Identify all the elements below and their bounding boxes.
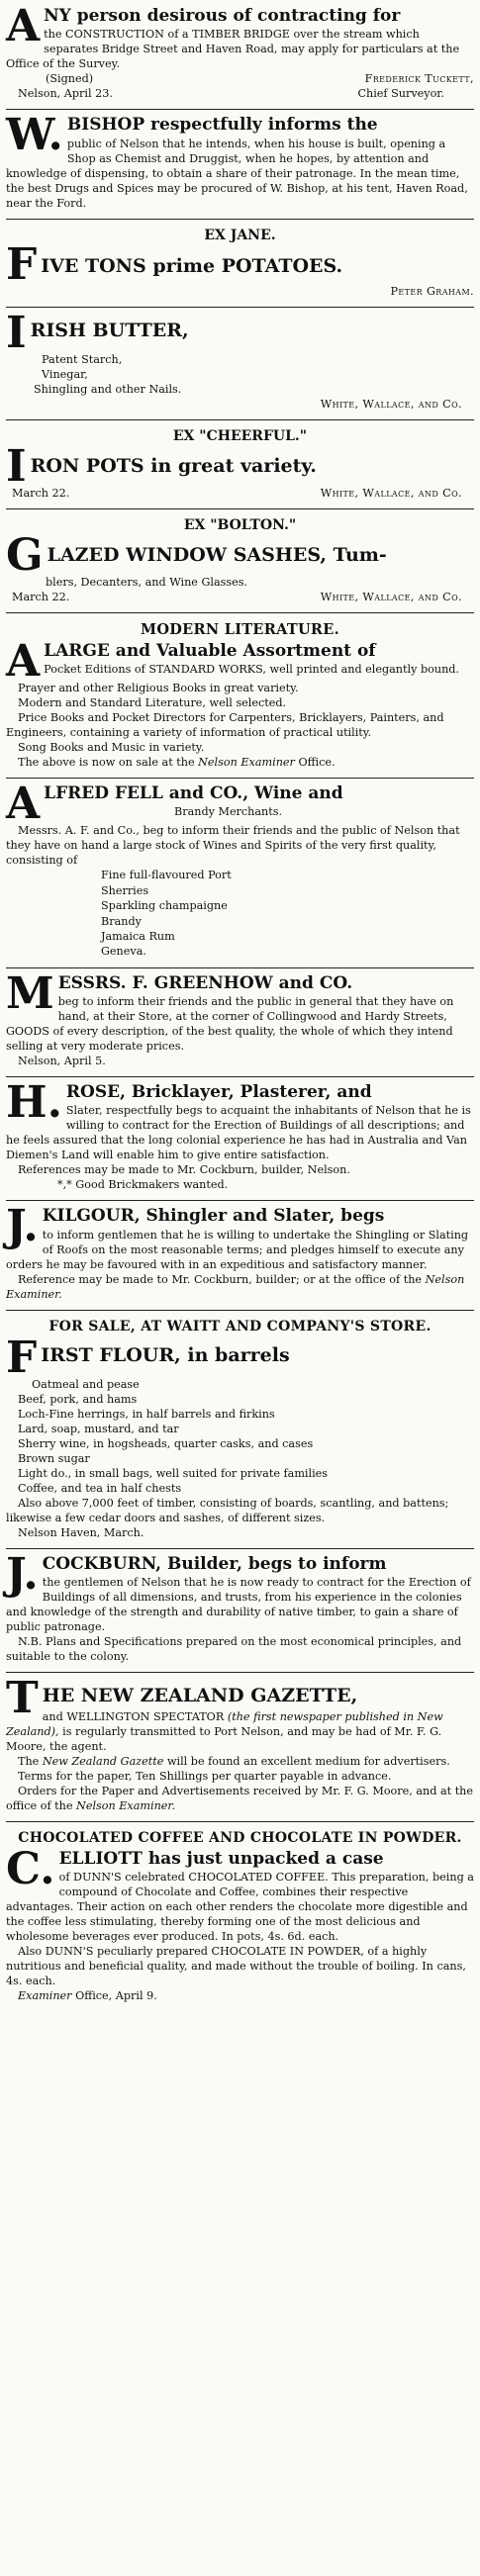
divider (6, 1310, 474, 1311)
list-item: Brown sugar (18, 1451, 90, 1465)
drop-cap: W. (6, 110, 63, 161)
text: will be found an excellent medium for advertisers. (166, 1754, 450, 1768)
place-row (6, 86, 474, 101)
text: Orders for the Paper and Advertisements received by Mr. F. G. Moore, and at the office of the (6, 1784, 474, 1812)
greenhow-advert (6, 967, 474, 1072)
list-item: Sparkling champaigne (101, 899, 228, 913)
advert-lead: IRST FLOUR, in barrels (41, 1343, 290, 1366)
advert-lead: KILGOUR, Shingler and Slater, begs (42, 1206, 385, 1227)
paper-name: Examiner (18, 1988, 72, 2002)
advert-lead: IVE TONS prime POTATOES. (41, 255, 343, 278)
advert-date: March 22. (12, 487, 70, 500)
paragraph: Terms for the paper, Ten Shillings per quarter payable in advance. (18, 1769, 392, 1783)
list-item: Loch-Fine herrings, in half barrels and firkins (18, 1407, 275, 1421)
list-item: Lard, soap, mustard, and tar (18, 1422, 179, 1435)
butter-advert (6, 308, 474, 415)
drop-cap: A (6, 1, 41, 51)
advert-body: to inform gentlemen that he is willing to undertake the Shingling or Slating of Roofs on the most reasonable terms; and pledges himself to execute any orders he may be favoured with in an expeditious and satisfactory manner. (6, 1228, 469, 1271)
list-item: Sherry wine, in hogsheads, quarter casks, and cases (18, 1436, 314, 1450)
bridge-advert (6, 1, 474, 105)
advert-body: public of Nelson that he intends, when his house is built, opening a Shop as Chemist and Druggist, when he hopes, by attention and knowledge of dispensing, to obtain a share of their patronage. In the mean time, the best Drugs and Spices may be procured of W. Bishop, at his tent, Haven Road, near the Ford. (6, 137, 468, 210)
drop-cap: H. (6, 1077, 62, 1129)
signature-row (6, 71, 474, 86)
drop-cap: J. (6, 1548, 39, 1600)
ship-heading: EX "CHEERFUL." (172, 428, 308, 445)
drop-cap: I (6, 441, 27, 492)
divider (6, 967, 474, 968)
advert-body: Slater, respectfully begs to acquaint the inhabitants of Nelson that he is willing to contract for the Erection of Buildings of all descriptions; and he feels assured that the long colonial experience he has had in Australia and Van Diemen's Land will enable him to give entire satisfaction. (6, 1104, 471, 1162)
item-list (6, 352, 474, 397)
list-item: Shingling and other Nails. (34, 383, 182, 397)
drop-cap: A (6, 779, 41, 830)
date-row (6, 486, 474, 501)
divider (6, 307, 474, 308)
drop-cap: F (6, 1332, 38, 1383)
advert-body: beg to inform their friends and the public in general that they have on hand, at their Store, at the corner of Collingwood and Hardy Streets, GOODS of every description, of the best quality, the whole of which they intend selling at very moderate prices. (6, 995, 454, 1054)
reference-line (6, 1272, 474, 1302)
paragraph: Song Books and Music in variety. (18, 741, 205, 755)
drop-cap: M (6, 967, 54, 1019)
divider (6, 1200, 474, 1201)
text: is regularly transmitted to Port Nelson, and may be had of Mr. F. G. Moore, the agent. (6, 1724, 442, 1753)
advert-body: Messrs. A. F. and Co., beg to inform their friends and the public of Nelson that they have on hand a large stock of Wines and Spirits of the very first quality, consisting of (6, 824, 460, 868)
drop-cap: A (6, 636, 41, 688)
signer-name: White, Wallace, and Co. (320, 398, 462, 412)
advert-body: the gentlemen of Nelson that he is now ready to contract for the Erection of Buildings of all dimensions, and trusts, from his experience in the colonies and knowledge of the strength and durability of native timber, to gain a share of public patronage. (6, 1576, 471, 1634)
fell-advert (6, 779, 474, 964)
advert-body: the CONSTRUCTION of a TIMBER BRIDGE over the stream which separates Bridge Street and Haven Road, may apply for particulars at the Office of the Survey. (6, 28, 460, 71)
list-item: Beef, pork, and hams (18, 1392, 138, 1406)
cockburn-advert (6, 1548, 474, 1668)
list-item: Jamaica Rum (101, 929, 175, 943)
paragraph: Prayer and other Religious Books in great variety. (18, 682, 299, 695)
list-item: Vinegar, (42, 368, 88, 382)
sashes-advert (6, 512, 474, 608)
drop-cap: I (6, 308, 27, 359)
paragraph: Price Books and Pocket Directors for Carpenters, Bricklayers, Painters, and Engineers, containing a variety of information of practical utility. (6, 711, 444, 740)
advert-lead: ROSE, Bricklayer, Plasterer, and (65, 1082, 372, 1103)
list-item: Fine full-flavoured Port (101, 869, 232, 882)
bishop-advert (6, 110, 474, 214)
section-heading: CHOCOLATED COFFEE AND CHOCOLATE IN POWDER. (18, 1829, 462, 1846)
literature-advert (6, 616, 474, 774)
paper-name: Nelson Examiner. (76, 1798, 176, 1812)
paragraph (6, 755, 474, 770)
advert-date: Nelson Haven, March. (18, 1525, 144, 1539)
advert-lead: NY person desirous of contracting for (44, 6, 401, 26)
divider (6, 1672, 474, 1673)
text: Office. (298, 756, 336, 770)
reference-line: References may be made to Mr. Cockburn, builder, Nelson. (18, 1163, 350, 1177)
list-item: Oatmeal and pease (32, 1377, 140, 1391)
advert-lead: COCKBURN, Builder, begs to inform (42, 1553, 387, 1574)
paper-name: New Zealand Gazette (42, 1754, 164, 1768)
advert-lead: RON POTS in great variety. (30, 455, 317, 477)
paper-name: Nelson Examiner. (6, 1272, 465, 1301)
drop-cap: G (6, 529, 44, 581)
potatoes-advert (6, 223, 474, 304)
waitt-advert (6, 1314, 474, 1544)
paragraph (6, 1754, 474, 1769)
signer-title: Chief Surveyor. (357, 87, 444, 101)
item-list (6, 868, 474, 960)
divider (6, 1076, 474, 1077)
chocolate-advert (6, 1825, 474, 2007)
list-item: Geneva. (101, 945, 146, 959)
drop-cap: T (6, 1673, 39, 1724)
advert-subtitle: Brandy Merchants. (174, 805, 283, 819)
advert-lead: ELLIOTT has just unpacked a case (58, 1848, 384, 1869)
signer-name: Frederick Tuckett, (364, 72, 474, 86)
advert-lead: BISHOP respectfully informs the (66, 115, 378, 136)
text: The (18, 1754, 40, 1768)
list-item: Also above 7,000 feet of timber, consisting of boards, scantling, and battens; likewise a few cedar doors and sashes, of different sizes. (6, 1496, 449, 1524)
signer-name: White, Wallace, and Co. (320, 487, 462, 500)
advert-date: March 22. (12, 590, 70, 603)
paragraph: Modern and Standard Literature, well selected. (18, 696, 287, 710)
ship-heading: EX JANE. (204, 227, 276, 243)
signed-label: (Signed) (46, 72, 94, 86)
wanted-line: *,* Good Brickmakers wanted. (57, 1178, 229, 1192)
divider (6, 109, 474, 110)
paragraph: Also DUNN'S peculiarly prepared CHOCOLATE IN POWDER, of a highly nutritious and beneficial quality, and made without the trouble of boiling. In cans, 4s. each. (6, 1944, 466, 1987)
advert-lead: HE NEW ZEALAND GAZETTE, (42, 1685, 358, 1707)
place-date: Nelson, April 23. (18, 87, 113, 101)
list-item: Light do., in small bags, well suited for private families (18, 1466, 329, 1480)
list-item: Coffee, and tea in half chests (18, 1481, 182, 1495)
divider (6, 1821, 474, 1822)
divider (6, 219, 474, 220)
advert-lead: ESSRS. F. GREENHOW and CO. (57, 972, 353, 993)
list-item: Sherries (101, 883, 149, 897)
gazette-advert (6, 1673, 474, 1816)
drop-cap: J. (6, 1201, 39, 1252)
ironpots-advert (6, 423, 474, 505)
advert-body (6, 1709, 474, 1754)
signer-name: Peter Graham. (390, 285, 474, 299)
advert-lead: LAZED WINDOW SASHES, Tum- (47, 543, 387, 566)
advert-date: Nelson, April 5. (18, 1055, 106, 1068)
advert-body: Pocket Editions of STANDARD WORKS, well printed and elegantly bound. (44, 663, 459, 677)
text-italic: (the first newspaper published in New Zealand), (6, 1709, 443, 1738)
advert-body: of DUNN'S celebrated CHOCOLATED COFFEE. This preparation, being a compound of Chocolate and Coffee, combines their respective advantages. Their action on each other renders the chocolate more digestible and the coffee less stimulating, thereby forming one of the most delicious and wholesome beverages ever produced. In pots, 4s. 6d. each. (6, 1870, 474, 1943)
divider (6, 508, 474, 509)
paper-name: Nelson Examiner (198, 756, 295, 770)
text: The above is now on sale at the (18, 756, 195, 770)
advert-lead: LARGE and Valuable Assortment of (44, 641, 376, 662)
text: Reference may be made to Mr. Cockburn, builder; or at the office of the (18, 1272, 423, 1286)
drop-cap: F (6, 239, 38, 291)
divider (6, 778, 474, 779)
advert-body: blers, Decanters, and Wine Glasses. (46, 575, 248, 589)
nb-line: N.B. Plans and Specifications prepared on the most economical principles, and suitable to the colony. (6, 1635, 462, 1664)
signer-name: White, Wallace, and Co. (320, 590, 462, 603)
list-item: Patent Starch, (42, 353, 123, 367)
text: Office, April 9. (75, 1988, 157, 2002)
date-row (6, 590, 474, 604)
paragraph (6, 1784, 474, 1813)
ship-heading: EX "BOLTON." (183, 517, 297, 533)
advert-lead: RISH BUTTER, (30, 320, 189, 342)
list-item: Brandy (101, 914, 142, 928)
section-heading: MODERN LITERATURE. (141, 620, 339, 638)
advert-lead: LFRED FELL and CO., Wine and (44, 783, 343, 804)
section-heading: FOR SALE, AT WAITT AND COMPANY'S STORE. (48, 1318, 432, 1334)
divider (6, 419, 474, 420)
kilgour-advert (6, 1201, 474, 1305)
divider (6, 612, 474, 613)
rose-advert (6, 1077, 474, 1196)
divider (6, 1548, 474, 1549)
footer-line (6, 1988, 474, 2003)
drop-cap: C. (6, 1843, 55, 1894)
text: and WELLINGTON SPECTATOR (42, 1709, 225, 1723)
